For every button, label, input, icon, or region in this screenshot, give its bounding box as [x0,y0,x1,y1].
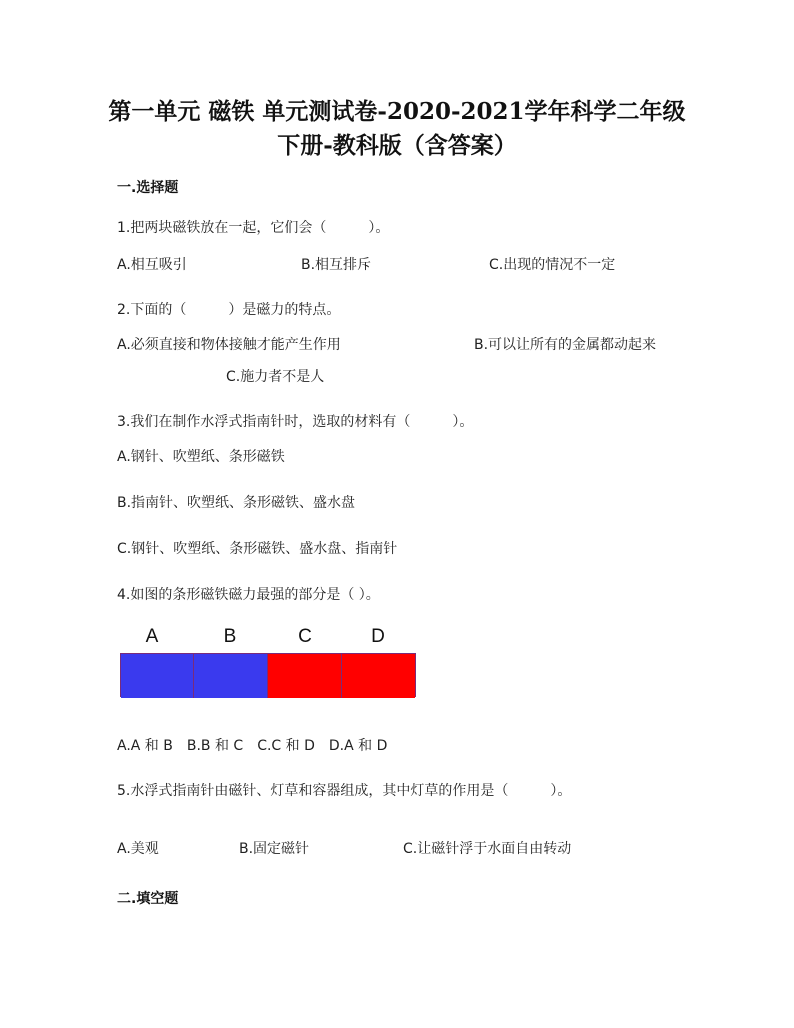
page-title-line-1: 第一单元 磁铁 单元测试卷-2020-2021学年科学二年级 [108,98,686,125]
question-3-option-c: C.钢针、吹塑纸、条形磁铁、盛水盘、指南针 [117,541,398,557]
magnet-segment-b [194,654,268,698]
question-2-option-c: C.施力者不是人 [226,369,325,385]
question-3-option-b: B.指南针、吹塑纸、条形磁铁、盛水盘 [117,495,356,511]
magnet-segment-c [268,654,342,698]
magnet-segment-d [342,654,415,698]
magnet-label-c: C [298,626,312,647]
question-3-option-a: A.钢针、吹塑纸、条形磁铁 [117,449,285,465]
magnet-segment-a [121,654,194,698]
question-1-text: 1.把两块磁铁放在一起，它们会（ ）。 [117,220,390,236]
question-5-option-a: A.美观 [117,841,159,857]
bar-magnet [120,653,416,697]
question-1-option-c: C.出现的情况不一定 [489,257,616,273]
question-2-option-a: A.必须直接和物体接触才能产生作用 [117,337,341,353]
bar-magnet-figure [120,622,416,702]
question-5-text: 5.水浮式指南针由磁针、灯草和容器组成，其中灯草的作用是（ ）。 [117,783,572,799]
section-heading-choice: 一.选择题 [117,180,179,196]
question-3-text: 3.我们在制作水浮式指南针时，选取的材料有（ ）。 [117,414,474,430]
question-2-text: 2.下面的（ ）是磁力的特点。 [117,302,341,318]
magnet-label-a: A [145,626,159,647]
question-4-text: 4.如图的条形磁铁磁力最强的部分是（ ）。 [117,587,380,603]
section-heading-fill: 二.填空题 [117,891,179,907]
question-5-option-b: B.固定磁针 [239,841,310,857]
question-5-option-c: C.让磁针浮于水面自由转动 [403,841,572,857]
question-1-option-a: A.相互吸引 [117,257,187,273]
magnet-label-b: B [223,626,237,647]
question-1-option-b: B.相互排斥 [301,257,372,273]
magnet-label-d: D [371,626,385,647]
page-title-line-2: 下册-教科版（含答案） [277,132,517,159]
question-2-option-b: B.可以让所有的金属都动起来 [474,337,657,353]
question-4-options: A.A 和 B B.B 和 C C.C 和 D D.A 和 D [117,738,388,754]
